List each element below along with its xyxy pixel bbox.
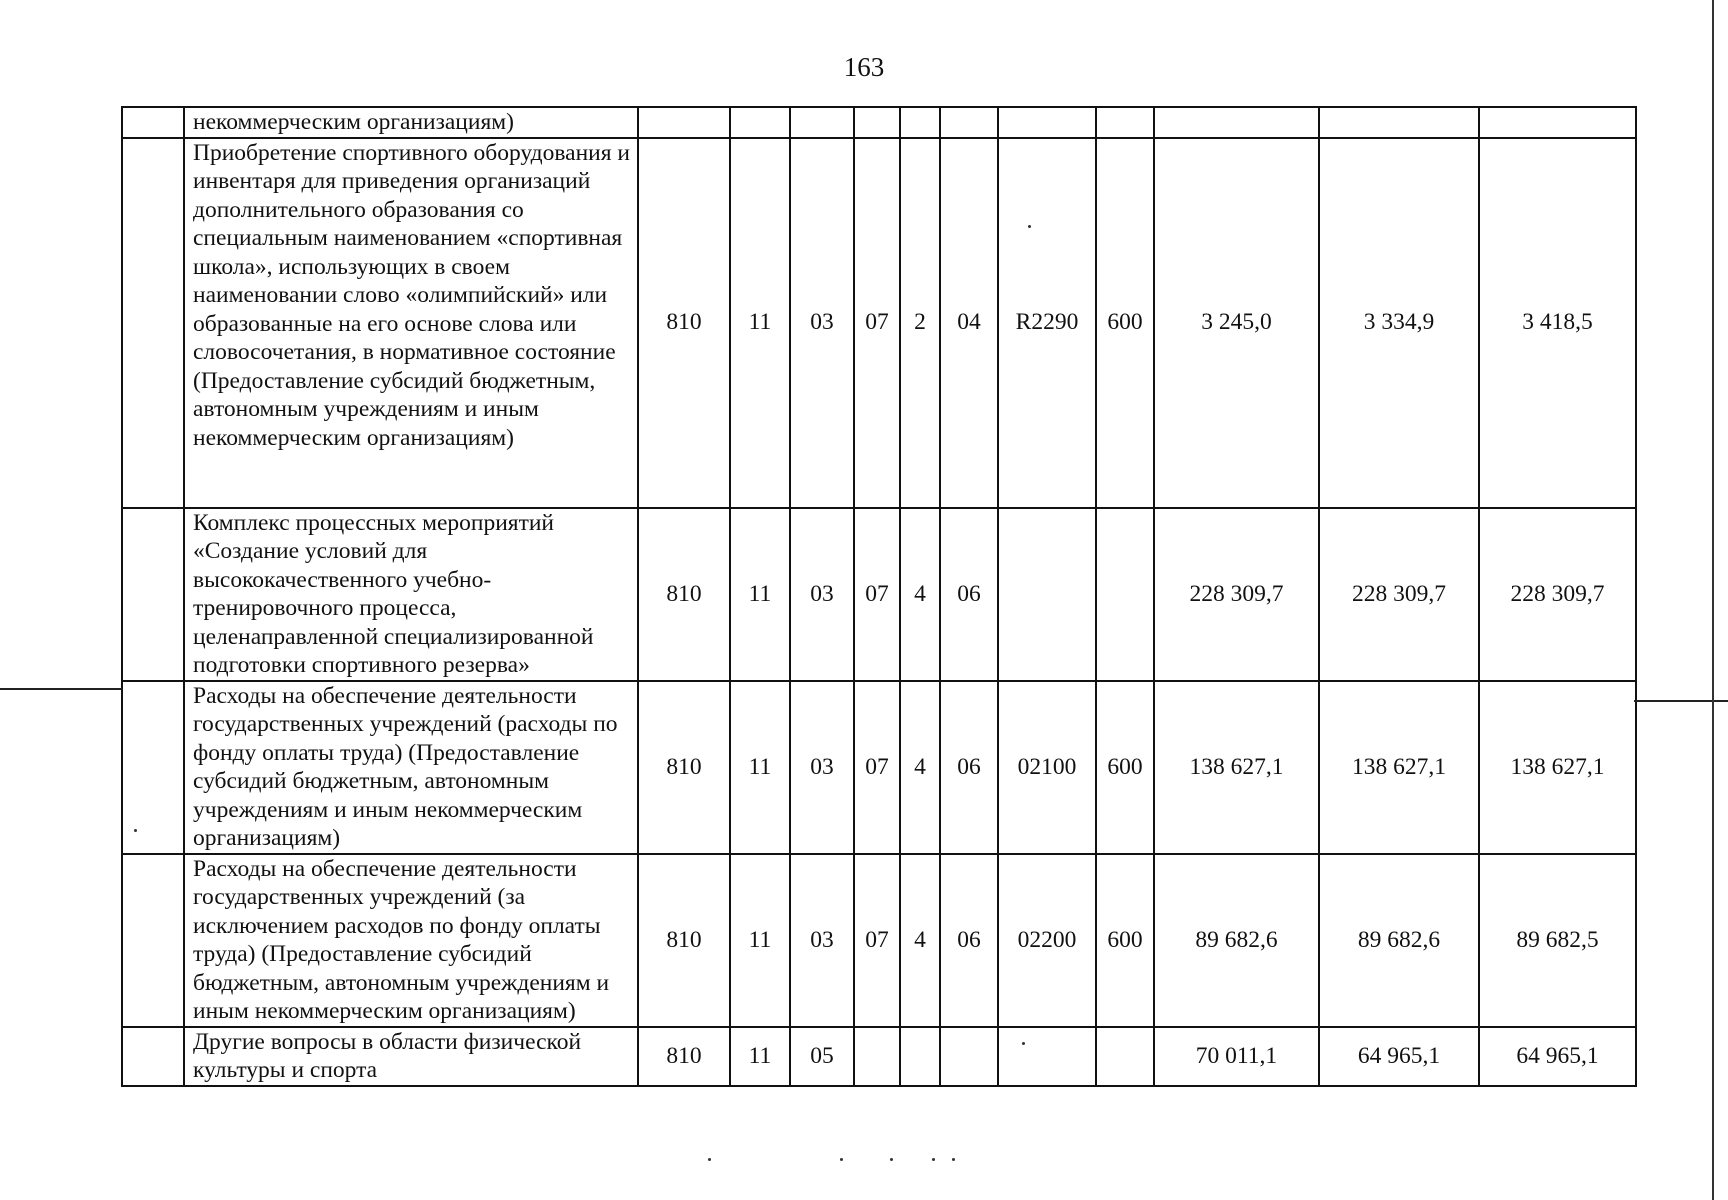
amount-year1-cell: 228 309,7 xyxy=(1154,508,1319,681)
subsection-code-cell: 03 xyxy=(790,854,854,1027)
amount-year1-cell xyxy=(1154,107,1319,138)
subsection-code-cell xyxy=(790,107,854,138)
amount-year1-cell: 89 682,6 xyxy=(1154,854,1319,1027)
expense-code-cell xyxy=(998,1027,1096,1086)
subprogram-code-cell: 4 xyxy=(900,681,940,854)
row-name-cell: Приобретение спортивного оборудования и инвентаря для приведения организаций дополнительного образования со специальным наименованием «спортивная школа», использующих в своем наименовании слово «олимпийский» или образованные на его основе слова или словосочетания, в нормативное состояние (Предоставление субсидий бюджетным, автономным учреждениям и иным некоммерческим организациям) xyxy=(184,138,638,508)
amount-year3-cell xyxy=(1479,107,1636,138)
scan-speck xyxy=(1028,225,1031,228)
subsection-code-cell: 03 xyxy=(790,681,854,854)
measure-code-cell xyxy=(940,1027,998,1086)
measure-code-cell: 04 xyxy=(940,138,998,508)
ministry-code-cell: 810 xyxy=(638,681,730,854)
amount-year3-cell: 138 627,1 xyxy=(1479,681,1636,854)
scan-speck xyxy=(952,1158,955,1161)
amount-year2-cell: 138 627,1 xyxy=(1319,681,1479,854)
subprogram-code-cell xyxy=(900,107,940,138)
subprogram-code-cell xyxy=(900,1027,940,1086)
amount-year2-cell: 3 334,9 xyxy=(1319,138,1479,508)
section-code-cell: 11 xyxy=(730,681,790,854)
expense-type-cell xyxy=(1096,107,1154,138)
subsection-code-cell: 03 xyxy=(790,138,854,508)
section-code-cell: 11 xyxy=(730,1027,790,1086)
expense-type-cell: 600 xyxy=(1096,138,1154,508)
program-code-cell xyxy=(854,1027,900,1086)
expense-type-cell: 600 xyxy=(1096,681,1154,854)
row-name-cell: Другие вопросы в области физической культуры и спорта xyxy=(184,1027,638,1086)
page-edge-line xyxy=(1712,0,1714,1200)
row-index-cell xyxy=(122,508,184,681)
amount-year2-cell: 228 309,7 xyxy=(1319,508,1479,681)
expense-type-cell xyxy=(1096,508,1154,681)
expense-code-cell: R2290 xyxy=(998,138,1096,508)
measure-code-cell: 06 xyxy=(940,508,998,681)
measure-code-cell: 06 xyxy=(940,681,998,854)
scan-speck xyxy=(1022,1042,1025,1045)
section-code-cell: 11 xyxy=(730,138,790,508)
subsection-code-cell: 05 xyxy=(790,1027,854,1086)
row-index-cell xyxy=(122,854,184,1027)
subprogram-code-cell: 4 xyxy=(900,508,940,681)
scan-speck xyxy=(890,1158,893,1161)
expense-code-cell xyxy=(998,508,1096,681)
ministry-code-cell: 810 xyxy=(638,1027,730,1086)
table-row xyxy=(122,138,1636,508)
expense-code-cell: 02200 xyxy=(998,854,1096,1027)
row-index-cell xyxy=(122,107,184,138)
program-code-cell: 07 xyxy=(854,138,900,508)
amount-year2-cell: 64 965,1 xyxy=(1319,1027,1479,1086)
scan-line-left xyxy=(0,688,122,690)
amount-year3-cell: 3 418,5 xyxy=(1479,138,1636,508)
program-code-cell: 07 xyxy=(854,508,900,681)
scan-speck xyxy=(840,1158,843,1161)
section-code-cell xyxy=(730,107,790,138)
amount-year1-cell: 3 245,0 xyxy=(1154,138,1319,508)
table-row xyxy=(122,1027,1636,1086)
table-row xyxy=(122,107,1636,138)
row-name-cell: Комплекс процессных мероприятий «Создание условий для высококачественного учебно-тренировочного процесса, целенаправленной специализированной подготовки спортивного резерва» xyxy=(184,508,638,681)
row-index-cell xyxy=(122,681,184,854)
expense-code-cell xyxy=(998,107,1096,138)
expense-type-cell: 600 xyxy=(1096,854,1154,1027)
program-code-cell: 07 xyxy=(854,854,900,1027)
expense-type-cell xyxy=(1096,1027,1154,1086)
row-name-cell: Расходы на обеспечение деятельности государственных учреждений (расходы по фонду оплаты труда) (Предоставление субсидий бюджетным, автономным учреждениям и иным некоммерческим организациям) xyxy=(184,681,638,854)
row-name-cell: некоммерческим организациям) xyxy=(184,107,638,138)
section-code-cell: 11 xyxy=(730,508,790,681)
expense-code-cell: 02100 xyxy=(998,681,1096,854)
row-index-cell xyxy=(122,138,184,508)
amount-year3-cell: 228 309,7 xyxy=(1479,508,1636,681)
budget-table xyxy=(121,106,1637,1087)
page-number: 163 xyxy=(843,52,885,82)
program-code-cell xyxy=(854,107,900,138)
measure-code-cell: 06 xyxy=(940,854,998,1027)
ministry-code-cell: 810 xyxy=(638,508,730,681)
scan-speck xyxy=(134,829,137,832)
amount-year2-cell xyxy=(1319,107,1479,138)
table-row xyxy=(122,681,1636,854)
scan-speck xyxy=(932,1158,935,1161)
ministry-code-cell xyxy=(638,107,730,138)
subprogram-code-cell: 2 xyxy=(900,138,940,508)
amount-year2-cell: 89 682,6 xyxy=(1319,854,1479,1027)
ministry-code-cell: 810 xyxy=(638,854,730,1027)
table-row xyxy=(122,854,1636,1027)
program-code-cell: 07 xyxy=(854,681,900,854)
ministry-code-cell: 810 xyxy=(638,138,730,508)
table-row xyxy=(122,508,1636,681)
row-name-cell: Расходы на обеспечение деятельности государственных учреждений (за исключением расходов по фонду оплаты труда) (Предоставление субсидий бюджетным, автономным учреждениям и иным некоммерческим организациям) xyxy=(184,854,638,1027)
subsection-code-cell: 03 xyxy=(790,508,854,681)
subprogram-code-cell: 4 xyxy=(900,854,940,1027)
row-index-cell xyxy=(122,1027,184,1086)
amount-year1-cell: 138 627,1 xyxy=(1154,681,1319,854)
amount-year1-cell: 70 011,1 xyxy=(1154,1027,1319,1086)
measure-code-cell xyxy=(940,107,998,138)
section-code-cell: 11 xyxy=(730,854,790,1027)
amount-year3-cell: 64 965,1 xyxy=(1479,1027,1636,1086)
amount-year3-cell: 89 682,5 xyxy=(1479,854,1636,1027)
scan-speck xyxy=(708,1158,711,1161)
